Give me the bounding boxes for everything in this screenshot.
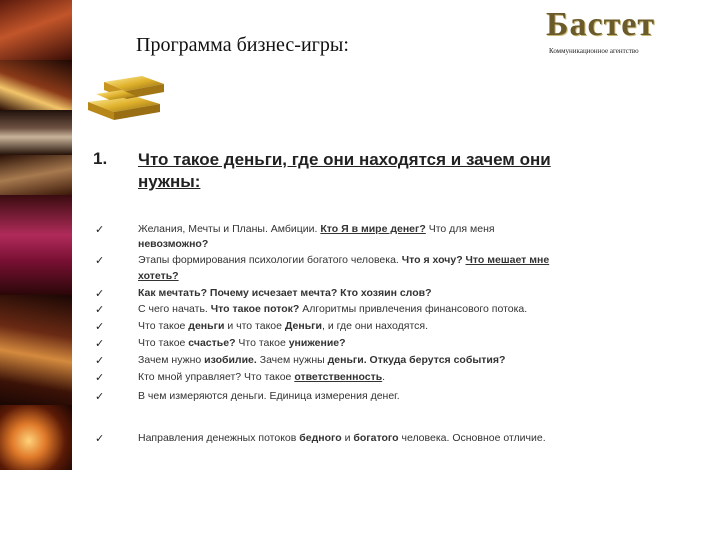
list-item-text: Что для меня (425, 223, 495, 235)
list-item (138, 287, 618, 300)
list-item-text: Желания, Мечты и Планы. Амбиции. (138, 223, 321, 235)
checkmark-icon: ✓ (95, 224, 105, 236)
list-item-text: Что мешает мне (465, 254, 550, 266)
list-item-text: В чем измеряются деньги. Единица измерения денег. (138, 390, 400, 402)
brand-logo: Бастет (546, 6, 656, 43)
list-item-text: Что я хочу? (401, 254, 463, 266)
event-photo (0, 60, 72, 110)
gold-bars-icon (82, 66, 168, 124)
list-item-text: хотеть? (138, 270, 179, 282)
section-number: 1. (93, 149, 108, 168)
photo-strip (0, 0, 72, 470)
list-item-text: Кто мной управляет? Что такое (138, 371, 295, 383)
checkmark-icon: ✓ (95, 372, 105, 384)
checkmark-icon: ✓ (95, 433, 105, 445)
checkmark-icon: ✓ (95, 355, 105, 367)
event-photo (0, 0, 72, 60)
event-photo (0, 195, 72, 295)
list-item (138, 390, 618, 403)
list-item-text: Зачем нужно (138, 354, 205, 366)
list-item-text: счастье? (188, 337, 236, 349)
list-item-text: и что такое (224, 320, 285, 332)
list-item-text: Что такое (138, 320, 189, 332)
list-item-text: ответственность (294, 371, 383, 383)
list-item-text: деньги (188, 320, 225, 332)
checkmark-icon: ✓ (95, 391, 105, 403)
list-item-text: изобилие. (204, 354, 257, 366)
list-item-text: , и где они находятся. (321, 320, 428, 332)
list-item-text: Алгоритмы привлечения финансового потока. (299, 303, 528, 315)
list-item (138, 223, 618, 236)
list-item-text: . (382, 371, 386, 383)
list-item (138, 371, 618, 384)
list-item-text: деньги. Откуда берутся события? (327, 354, 506, 366)
brand-subtitle: Коммуникационное агентство (549, 47, 639, 55)
list-item-text: Что такое (138, 337, 189, 349)
checkmark-icon: ✓ (95, 255, 105, 267)
list-item-text: Деньги (284, 320, 322, 332)
list-item (138, 432, 618, 445)
list-item-text: богатого (353, 432, 399, 444)
event-photo (0, 155, 72, 195)
checkmark-icon: ✓ (95, 321, 105, 333)
list-item-text: и (341, 432, 354, 444)
list-item-text: унижение? (288, 337, 346, 349)
list-item (138, 254, 618, 267)
list-item-text: С чего начать. (138, 303, 211, 315)
list-item (138, 337, 618, 350)
list-item-text: Как мечтать? Почему исчезает мечта? Кто хозяин слов? (138, 287, 432, 299)
list-item (138, 303, 618, 316)
list-item-text: Кто Я в мире денег? (320, 223, 426, 235)
event-photo (0, 405, 72, 470)
list-item-text: Что такое поток? (210, 303, 300, 315)
list-item-text: человека. Основное отличие. (398, 432, 546, 444)
page-title: Программа бизнес-игры: (136, 34, 349, 56)
checkmark-icon: ✓ (95, 304, 105, 316)
list-item-text: бедного (299, 432, 342, 444)
list-item (138, 270, 618, 283)
checkmark-icon: ✓ (95, 338, 105, 350)
list-item-text: Направления денежных потоков (138, 432, 300, 444)
list-item-text: Что такое (235, 337, 289, 349)
list-item-text: Зачем нужны (256, 354, 328, 366)
list-item (138, 238, 618, 251)
list-item-text: Этапы формирования психологии богатого человека. (138, 254, 402, 266)
list-item (138, 320, 618, 333)
checkmark-icon: ✓ (95, 288, 105, 300)
list-item-text: невозможно? (138, 238, 209, 250)
event-photo (0, 110, 72, 155)
section-title: Что такое деньги, где они находятся и зачем они нужны: (138, 150, 551, 191)
list-item (138, 354, 618, 367)
event-photo (0, 295, 72, 405)
